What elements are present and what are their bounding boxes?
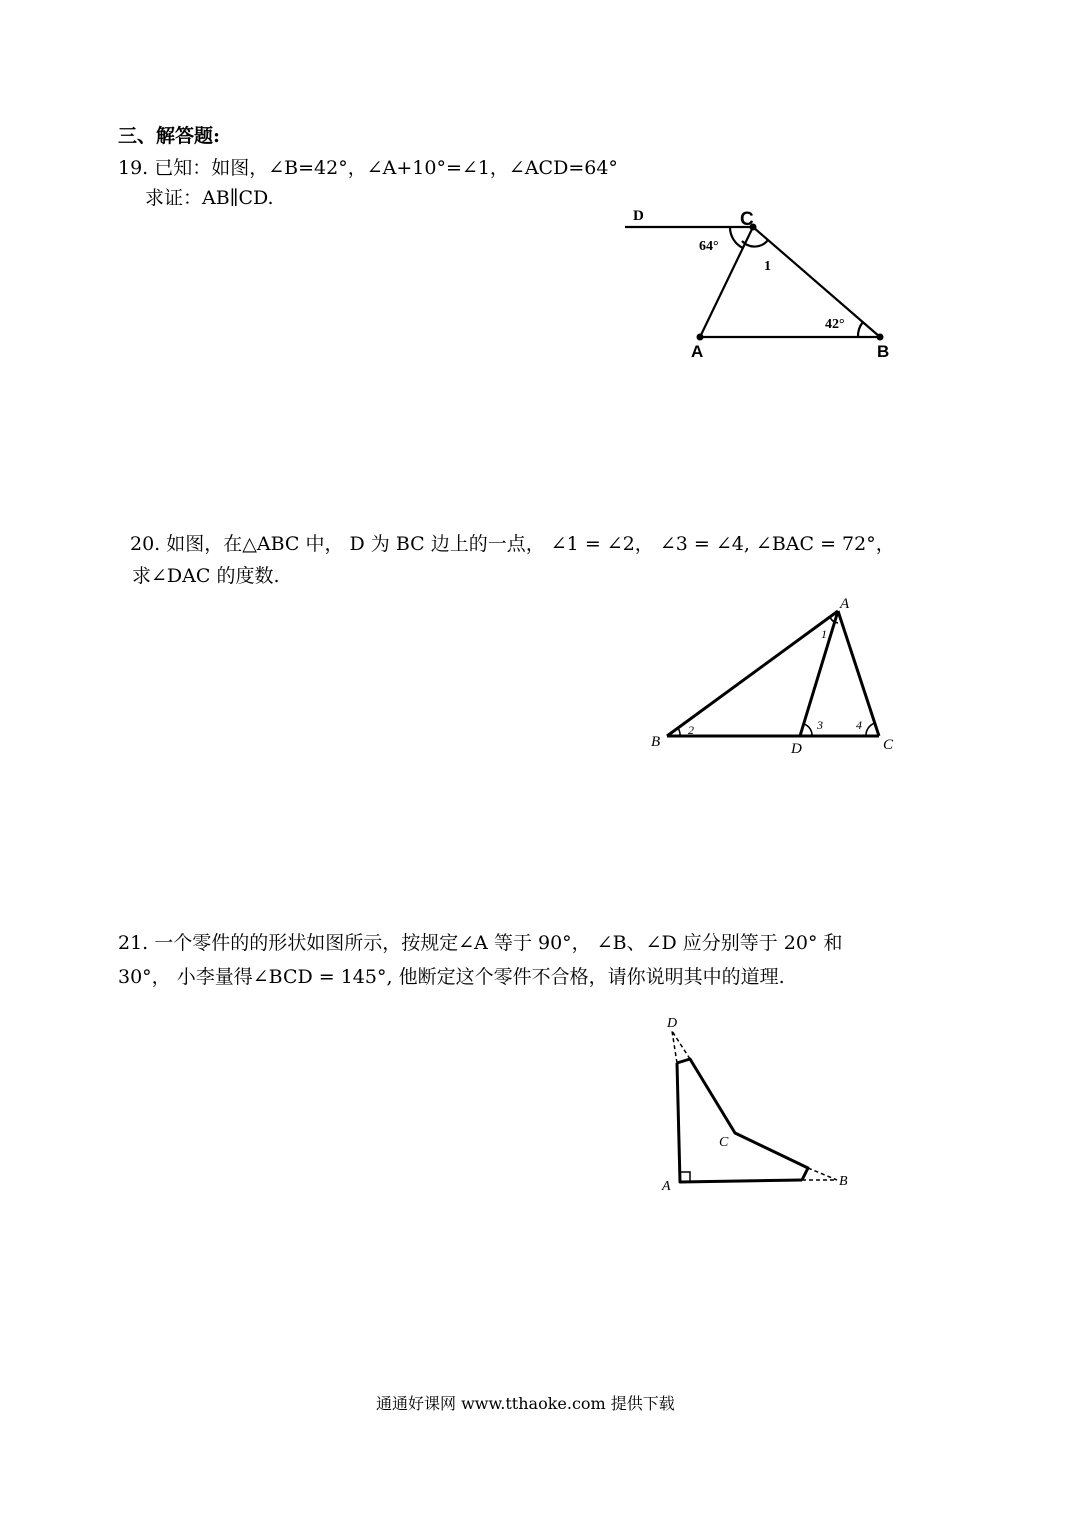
q21-figure: [640, 1000, 880, 1210]
q20-line2: 求∠DAC 的度数.: [132, 565, 280, 587]
label-n2: 2: [688, 723, 694, 737]
q20-line1: 20. 如图，在△ABC 中， D 为 BC 边上的一点， ∠1 = ∠2， ∠3 = ∠4, ∠BAC = 72°，: [130, 533, 895, 555]
arc-3: [804, 724, 812, 736]
label-n3: 3: [817, 718, 823, 732]
label-c: C: [719, 1135, 729, 1150]
q19-line1: 19. 已知：如图，∠B=42°，∠A+10°=∠1，∠ACD=64°: [118, 157, 618, 179]
sides-dc-cb: [677, 1059, 808, 1180]
sides-da-ab: [677, 1063, 802, 1182]
label-d: D: [791, 741, 802, 757]
point-b: [877, 334, 884, 341]
side-ab: [667, 611, 838, 736]
arc-4: [866, 723, 875, 736]
dashed-d-right: [672, 1031, 690, 1059]
label-64: 64°: [699, 239, 719, 254]
q19-figure: [600, 200, 920, 370]
dashed-d-left: [672, 1031, 677, 1063]
line-cb: [753, 227, 880, 337]
label-n4: 4: [856, 718, 862, 732]
label-d: D: [633, 208, 644, 224]
label-b: B: [839, 1174, 848, 1189]
label-b: B: [651, 734, 661, 750]
section-title: 三、解答题:: [118, 125, 221, 147]
label-d: D: [667, 1016, 678, 1031]
q19-line2: 求证：AB∥CD.: [145, 187, 274, 209]
point-a: [697, 334, 704, 341]
label-1: 1: [764, 259, 771, 274]
arc-42: [858, 322, 863, 337]
q20-figure: [640, 590, 920, 770]
label-a: A: [662, 1179, 671, 1194]
label-a: A: [691, 342, 704, 361]
q21-line1: 21. 一个零件的的形状如图所示，按规定∠A 等于 90°， ∠B、∠D 应分别等于 20° 和: [118, 932, 843, 954]
dashed-b-top: [808, 1168, 837, 1180]
label-b: B: [877, 342, 890, 361]
label-a: A: [840, 596, 850, 612]
label-c: C: [883, 737, 894, 753]
label-c: C: [740, 209, 754, 230]
label-42: 42°: [825, 317, 845, 332]
footer-credit: 通通好课网 www.tthaoke.com 提供下载: [376, 1394, 675, 1413]
label-n1: 1: [821, 627, 827, 641]
q21-line2: 30°， 小李量得∠BCD = 145°, 他断定这个零件不合格，请你说明其中的道理.: [118, 966, 785, 988]
arc-64: [730, 227, 743, 248]
